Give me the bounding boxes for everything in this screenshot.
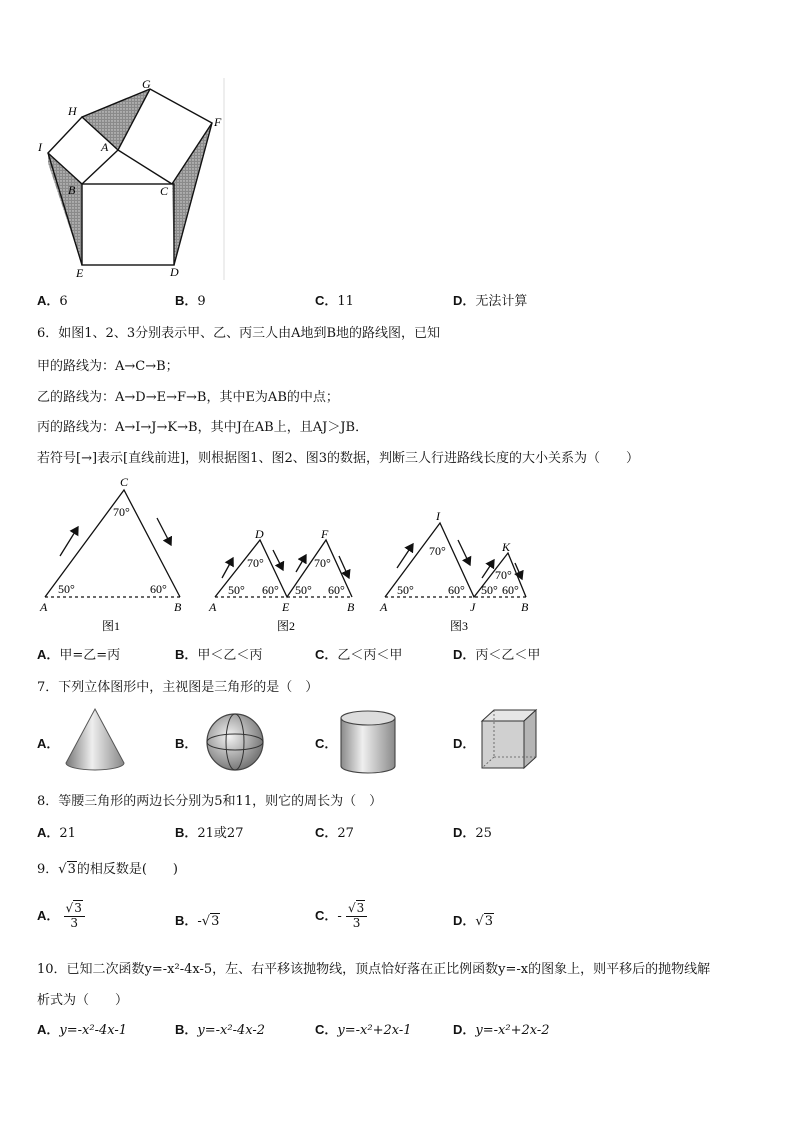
q8-option-a[interactable]: A．21 (37, 825, 76, 841)
cone-icon (60, 705, 130, 775)
q6-route-yi: 乙的路线为：A→D→E→F→B，其中E为AB的中点； (37, 390, 339, 405)
q8-option-c[interactable]: C．27 (315, 825, 354, 841)
fig3-angle-b: 60° (502, 583, 519, 597)
q9-option-d[interactable]: D．√3 (453, 913, 493, 929)
fig1-pt-A: A (40, 600, 48, 614)
fig2-angle-d: 70° (247, 556, 264, 570)
q7-option-c[interactable]: C． (315, 736, 338, 751)
q5-pt-B: B (68, 183, 76, 197)
q5-pt-I: I (38, 140, 42, 154)
q7-option-a[interactable]: A． (37, 736, 60, 751)
q10-stem-line2: 析式为（ ） (37, 993, 129, 1008)
fig3-angle-i: 70° (429, 544, 446, 558)
fig3-pt-J: J (470, 600, 476, 614)
q6-option-a[interactable]: A．甲=乙=丙 (37, 647, 121, 663)
q10-option-a[interactable]: A．y=-x²-4x-1 (37, 1022, 127, 1038)
q6-option-b[interactable]: B．甲＜乙＜丙 (175, 647, 263, 663)
fig3-pt-I: I (436, 509, 440, 523)
fig1-angle-b: 60° (150, 582, 167, 596)
fig3-angle-j1: 60° (448, 583, 465, 597)
q5-option-a[interactable]: A．6 (37, 293, 68, 309)
q6-option-c[interactable]: C．乙＜丙＜甲 (315, 647, 403, 663)
q6-question: 若符号[→]表示[直线前进]，则根据图1、图2、图3的数据，判断三人行进路线长度的大小关系为（ ） (37, 451, 639, 466)
q7-option-b[interactable]: B． (175, 736, 198, 751)
q7-option-d[interactable]: D． (453, 736, 476, 751)
fraction: $\frac{√3}{3}$ (64, 902, 85, 931)
fig1-angle-a: 50° (58, 582, 75, 596)
q5-pt-C: C (160, 184, 169, 198)
q5-option-b[interactable]: B．9 (175, 293, 206, 309)
fig1-pt-B: B (174, 600, 182, 614)
cube-icon (478, 707, 540, 771)
fig3-angle-k: 70° (495, 568, 512, 582)
fig2-pt-F: F (321, 527, 329, 541)
fig1-angle-c: 70° (113, 505, 130, 519)
fig3-caption: 图3 (450, 619, 469, 633)
fig2-pt-A: A (209, 600, 217, 614)
q6-option-d[interactable]: D．丙＜乙＜甲 (453, 647, 541, 663)
q5-pt-D: D (170, 265, 179, 279)
q5-option-c[interactable]: C．11 (315, 293, 354, 309)
q10-stem-line1: 10．已知二次函数y=-x²-4x-5，左、右平移该抛物线，顶点恰好落在正比例函数y=-x的图象上，则平移后的抛物线解 (37, 962, 711, 977)
q10-option-b[interactable]: B．y=-x²-4x-2 (175, 1022, 265, 1038)
q10-option-d[interactable]: D．y=-x²+2x-2 (453, 1022, 550, 1038)
q8-option-b[interactable]: B．21或27 (175, 825, 244, 841)
q9-option-a[interactable]: A． $\frac{√3}{3}$ (37, 902, 85, 931)
q5-pt-A: A (101, 140, 109, 154)
fig2-angle-b: 60° (328, 583, 345, 597)
q9-option-b[interactable]: B．-√3 (175, 913, 220, 929)
fraction: $\frac{√3}{3}$ (346, 902, 367, 931)
fig2-angle-e2: 50° (295, 583, 312, 597)
fig2-pt-E: E (282, 600, 290, 614)
q6-route-bing: 丙的路线为：A→I→J→K→B，其中J在AB上，且AJ＞JB． (37, 420, 369, 435)
fig2-pt-D: D (255, 527, 264, 541)
fig3-pt-K: K (502, 540, 511, 554)
cylinder-icon (337, 708, 399, 776)
q5-pt-E: E (76, 266, 84, 280)
q5-pt-G: G (142, 77, 151, 91)
sphere-icon (203, 710, 267, 774)
fig1-caption: 图1 (102, 619, 121, 633)
q6-figures (30, 470, 550, 640)
fig2-angle-a: 50° (228, 583, 245, 597)
fig2-angle-f: 70° (314, 556, 331, 570)
q9-option-c[interactable]: C．- $\frac{√3}{3}$ (315, 902, 367, 931)
q5-option-d[interactable]: D．无法计算 (453, 293, 528, 309)
q5-pt-H: H (68, 104, 77, 118)
fig3-angle-a: 50° (397, 583, 414, 597)
fig1-pt-C: C (120, 475, 129, 489)
fig2-pt-B: B (347, 600, 355, 614)
fig2-angle-e1: 60° (262, 583, 279, 597)
q8-stem: 8．等腰三角形的两边长分别为5和11，则它的周长为（ ） (37, 794, 383, 809)
q7-stem: 7．下列立体图形中，主视图是三角形的是（ ） (37, 680, 319, 695)
q9-stem: 9．√3的相反数是( ) (37, 862, 179, 877)
fig3-pt-A: A (380, 600, 388, 614)
q8-option-d[interactable]: D．25 (453, 825, 492, 841)
q5-figure (30, 72, 240, 284)
q10-option-c[interactable]: C．y=-x²+2x-1 (315, 1022, 412, 1038)
fig2-caption: 图2 (277, 619, 296, 633)
q6-stem: 6．如图1、2、3分别表示甲、乙、丙三人由A地到B地的路线图，已知 (37, 326, 441, 341)
q5-pt-F: F (214, 115, 222, 129)
fig3-angle-j2: 50° (481, 583, 498, 597)
fig3-pt-B: B (521, 600, 529, 614)
q6-route-jia: 甲的路线为：A→C→B； (37, 359, 179, 374)
